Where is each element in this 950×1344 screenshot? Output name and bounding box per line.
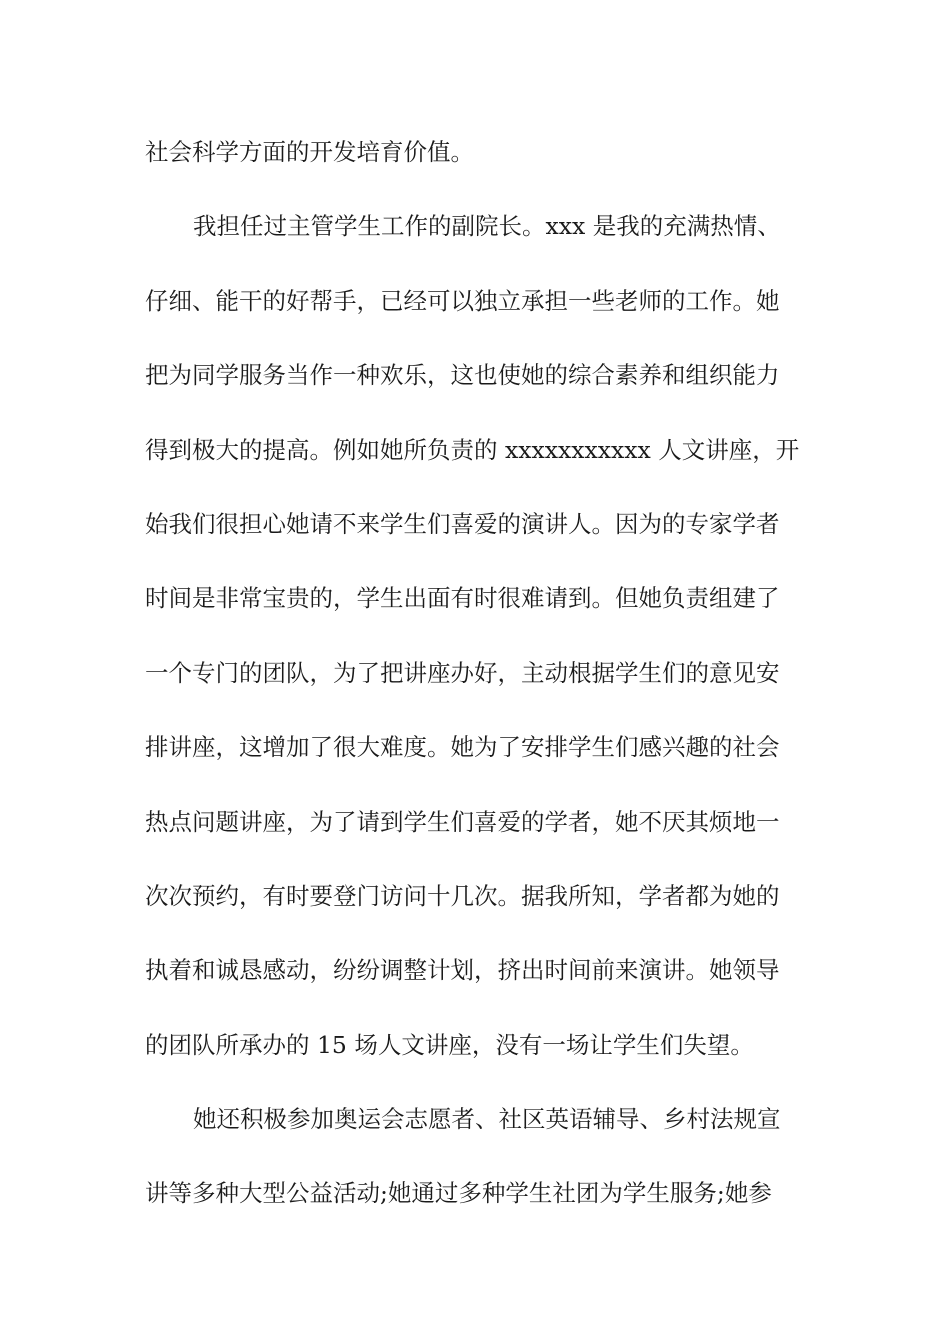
text-line: 时间是非常宝贵的，学生出面有时很难请到。但她负责组建了 [145, 584, 780, 613]
paragraph-first-line: 她还积极参加奥运会志愿者、社区英语辅导、乡村法规宣 [193, 1105, 781, 1134]
text-line: 排讲座，这增加了很大难度。她为了安排学生们感兴趣的社会 [145, 733, 780, 762]
text-line: 次次预约，有时要登门访问十几次。据我所知，学者都为她的 [145, 881, 780, 910]
text-line: 一个专门的团队，为了把讲座办好，主动根据学生们的意见安 [145, 658, 780, 687]
text-line: 热点问题讲座，为了请到学生们喜爱的学者，她不厌其烦地一 [145, 807, 780, 836]
text-line: 把为同学服务当作一种欢乐，这也使她的综合素养和组织能力 [145, 361, 780, 390]
text-line: 执着和诚恳感动，纷纷调整计划，挤出时间前来演讲。她领导 [145, 956, 780, 985]
text-line: 社会科学方面的开发培育价值。 [145, 138, 474, 166]
body-text [145, 122, 810, 1238]
text-line: 讲等多种大型公益活动;她通过多种学生社团为学生服务;她参 [145, 1179, 772, 1208]
paragraph-first-line: 我担任过主管学生工作的副院长。xxx 是我的充满热情、 [193, 212, 781, 241]
text-line: 得到极大的提高。例如她所负责的 xxxxxxxxxxx 人文讲座，开 [145, 435, 800, 464]
text-line: 仔细、能干的好帮手，已经可以独立承担一些老师的工作。她 [145, 286, 780, 315]
text-line: 始我们很担心她请不来学生们喜爱的演讲人。因为的专家学者 [145, 509, 780, 538]
text-line: 的团队所承办的 15 场人文讲座，没有一场让学生们失望。 [145, 1030, 754, 1059]
